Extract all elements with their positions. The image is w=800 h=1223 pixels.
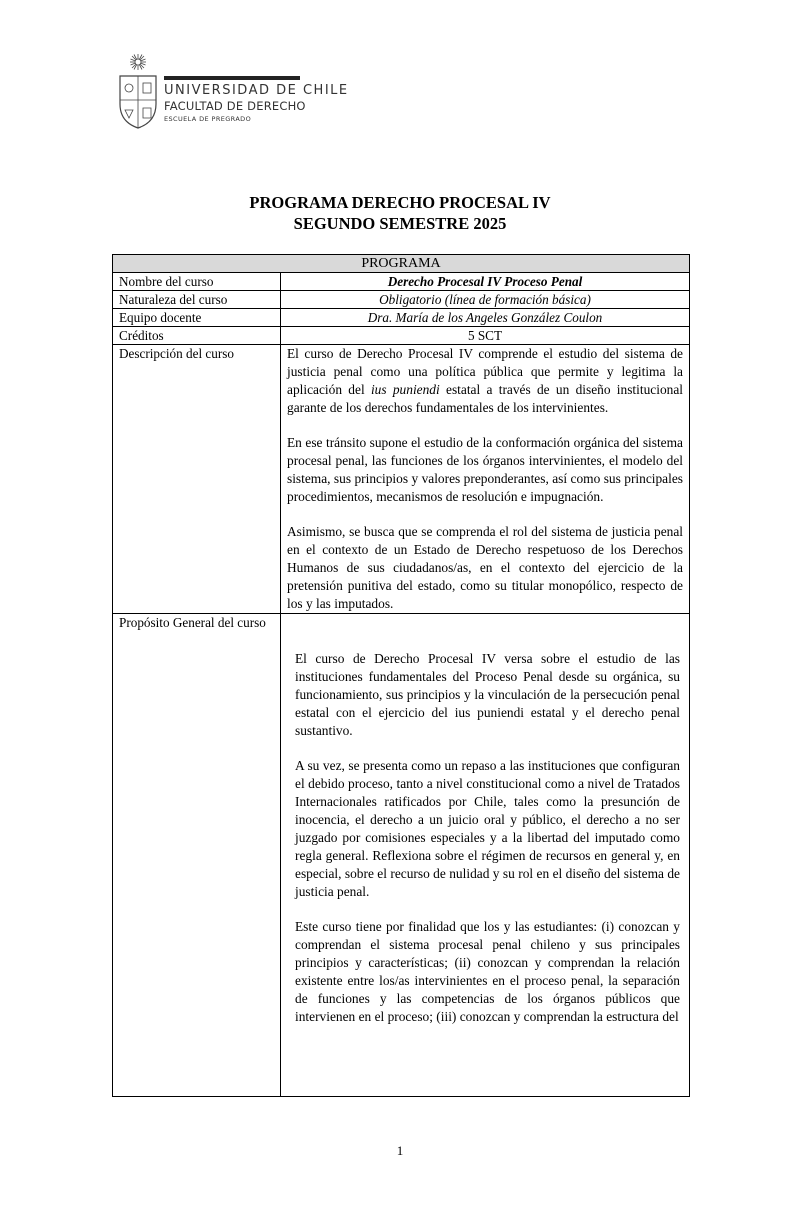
table-row [113, 614, 690, 1097]
description-paragraph: En ese tránsito supone el estudio de la conformación orgánica del sistema procesal penal, las funciones de los órganos intervinientes, el modelo del sistema, sus principios y valores preponderantes, así como sus principales procedimientos, mecanismos de resolución e impugnación. [287, 435, 683, 504]
table-row [113, 309, 690, 327]
purpose-paragraph: El curso de Derecho Procesal IV versa sobre el estudio de las instituciones fundamentales del Proceso Penal desde su orgánica, su funcionamiento, sus principios y la vinculación de la persecución penal estatal con el ejercicio del ius puniendi estatal y el derecho penal sustantivo. [295, 651, 680, 738]
document-subtitle: SEGUNDO SEMESTRE 2025 [293, 214, 507, 233]
description-paragraph [287, 345, 683, 417]
purpose-paragraph: Este curso tiene por finalidad que los y las estudiantes: (i) conozcan y comprendan el sistema procesal penal chileno y sus principales principios y características; (ii) conozcan y comprendan la relación existente entre los/as intervinientes en el proceso penal, la separación de funciones y las competencias de los órganos públicos que intervienen en el proceso; (iii) conozcan y comprendan la estructura del [295, 919, 680, 1024]
purpose-paragraph: A su vez, se presenta como un repaso a las instituciones que configuran el debido proceso, tanto a nivel constitucional como a nivel de Tratados Internacionales ratificados por Chile, tales como la presunción de inocencia, el derecho a un juicio oral y público, el derecho a no ser juzgado por comisiones especiales y a la libertad del imputado como regla general. Reflexiona sobre el régimen de recursos en general y, en especial, sobre el recurso de nulidad y su rol en el diseño del sistema de justicia penal. [295, 758, 680, 899]
table-header: PROGRAMA [113, 255, 690, 273]
document-title: PROGRAMA DERECHO PROCESAL IV [249, 193, 551, 212]
table-row [113, 345, 690, 614]
page-number: 1 [396, 1143, 404, 1158]
university-seal-icon [118, 52, 158, 130]
purpose-label: Propósito General del curso [113, 614, 281, 1097]
faculty-name: FACULTAD DE DERECHO [164, 99, 306, 113]
description-p1-text: El curso de Derecho Procesal IV comprende el estudio del sistema de justicia penal como una política pública que permite y legitima la aplicación del [287, 346, 683, 397]
credits-label: Créditos [113, 327, 281, 345]
table-row [113, 327, 690, 345]
nature-label: Naturaleza del curso [113, 291, 281, 309]
purpose-value [281, 614, 690, 1097]
nature-value: Obligatorio (línea de formación básica) [281, 291, 690, 309]
description-value [281, 345, 690, 614]
course-name-label: Nombre del curso [113, 273, 281, 291]
ius-puniendi-term: ius puniendi [370, 382, 440, 397]
description-paragraph: Asimismo, se busca que se comprenda el rol del sistema de justicia penal en el contexto de un Estado de Derecho respetuoso de los Derechos Humanos de sus ciudadanos/as, en el contexto del ejercicio de la pretensión punitiva del estado, como su titular monopólico, respecto de los y las imputados. [287, 524, 683, 611]
course-name-value: Derecho Procesal IV Proceso Penal [281, 273, 690, 291]
school-name: ESCUELA DE PREGRADO [164, 115, 252, 123]
description-label: Descripción del curso [113, 345, 281, 614]
team-label: Equipo docente [113, 309, 281, 327]
table-row [113, 273, 690, 291]
team-value: Dra. María de los Angeles González Coulon [281, 309, 690, 327]
university-name: UNIVERSIDAD DE CHILE [164, 83, 349, 98]
university-logo [118, 52, 349, 130]
description-p1-text-end: estatal a través de un diseño institucional garante de los derechos fundamentales de los intervinientes. [287, 382, 684, 415]
header-rule [164, 76, 300, 80]
table-header-row [113, 255, 690, 273]
credits-value: 5 SCT [281, 327, 690, 345]
table-row [113, 291, 690, 309]
program-table [112, 254, 690, 1097]
